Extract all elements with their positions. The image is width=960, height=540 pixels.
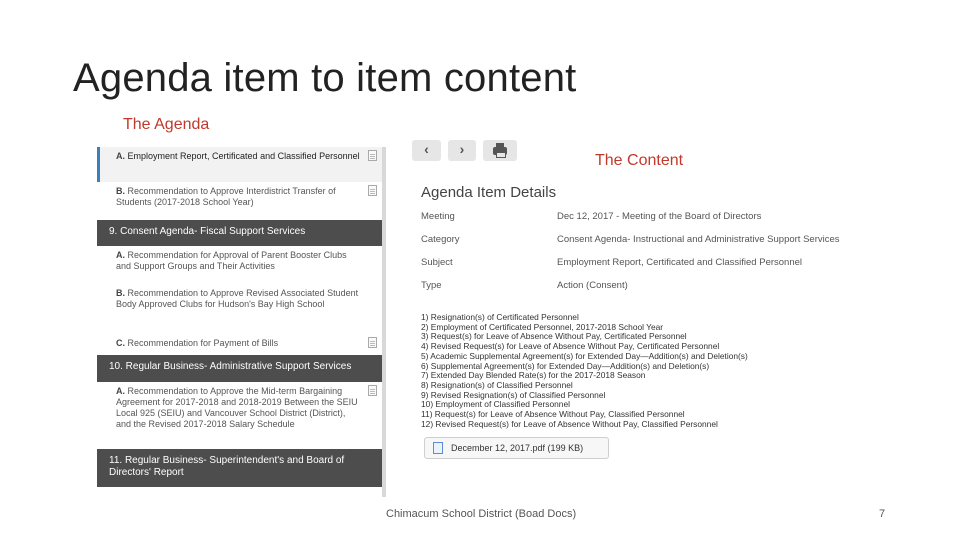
- detail-row-type: [421, 280, 628, 291]
- detail-row-meeting: [421, 211, 761, 222]
- detail-key: Subject: [421, 257, 453, 268]
- agenda-item[interactable]: [97, 147, 383, 182]
- agenda-section-heading[interactable]: 11. Regular Business- Superintendent's and Board of Directors' Report: [97, 449, 383, 487]
- agenda-list: [97, 147, 383, 487]
- chevron-left-icon: ‹: [424, 141, 429, 157]
- agenda-item-letter: B.: [116, 288, 125, 298]
- agenda-item[interactable]: [97, 334, 383, 355]
- agenda-item-text: Recommendation for Approval of Parent Booster Clubs and Support Groups and Their Activities: [116, 250, 347, 271]
- detail-key: Meeting: [421, 211, 455, 222]
- agenda-item-text: Recommendation to Approve the Mid-term Bargaining Agreement for 2017-2018 and 2018-2019 Between the SEIU Local 925 (SEIU) and Vancouver School District (District), and the Revised 2017-2018 Salary Schedule: [116, 386, 358, 429]
- detail-value: Action (Consent): [557, 280, 628, 291]
- agenda-item[interactable]: [97, 246, 383, 284]
- next-button[interactable]: [448, 140, 476, 161]
- agenda-item-letter: C.: [116, 338, 125, 348]
- document-icon[interactable]: [368, 150, 377, 161]
- slide-footer: Chimacum School District (Boad Docs): [386, 508, 577, 520]
- agenda-item-text: Recommendation to Approve Interdistrict Transfer of Students (2017-2018 School Year): [116, 186, 336, 207]
- printer-icon: [493, 147, 507, 155]
- list-item: 7) Extended Day Blended Rate(s) for the 2017-2018 Season: [421, 370, 646, 381]
- agenda-item-text: Recommendation to Approve Revised Associated Student Body Approved Clubs for Hudson's Bay High School: [116, 288, 359, 309]
- list-item: 9) Revised Resignation(s) of Classified Personnel: [421, 389, 606, 400]
- list-item: 11) Request(s) for Leave of Absence Without Pay, Classified Personnel: [421, 409, 685, 420]
- detail-value: Consent Agenda- Instructional and Administrative Support Services: [557, 234, 840, 245]
- list-item: 4) Revised Request(s) for Leave of Absence Without Pay, Certificated Personnel: [421, 341, 720, 352]
- detail-value: Employment Report, Certificated and Classified Personnel: [557, 257, 803, 268]
- list-item: 1) Resignation(s) of Certificated Personnel: [421, 312, 579, 322]
- detail-row-subject: [421, 257, 802, 268]
- content-list: [421, 313, 748, 429]
- agenda-item-letter: A.: [116, 250, 125, 260]
- document-icon[interactable]: [368, 385, 377, 396]
- details-title: Agenda Item Details: [421, 184, 557, 201]
- list-item: 8) Resignation(s) of Classified Personnel: [421, 379, 573, 390]
- page-number: 7: [879, 508, 886, 520]
- attachment-link[interactable]: [424, 437, 609, 459]
- list-item: 6) Supplemental Agreement(s) for Extended Day—Addition(s) and Deletion(s): [421, 360, 710, 371]
- agenda-section-heading[interactable]: 10. Regular Business- Administrative Support Services: [97, 355, 383, 382]
- detail-row-category: [421, 234, 840, 245]
- agenda-item[interactable]: [97, 182, 383, 220]
- pdf-file-icon: [433, 442, 443, 454]
- document-icon[interactable]: [368, 337, 377, 348]
- list-item: 5) Academic Supplemental Agreement(s) for Extended Day—Addition(s) and Deletion(s): [421, 350, 748, 361]
- chevron-right-icon: ›: [459, 141, 465, 157]
- agenda-item[interactable]: [97, 382, 383, 449]
- slide-title: Agenda item to item content: [73, 56, 577, 100]
- agenda-item-text: Employment Report, Certificated and Classified Personnel: [127, 151, 360, 161]
- agenda-item-letter: A.: [116, 386, 125, 396]
- agenda-panel: [97, 147, 386, 497]
- list-item: 10) Employment of Classified Personnel: [421, 399, 570, 410]
- detail-key: Type: [421, 280, 442, 291]
- list-item: 12) Revised Request(s) for Leave of Absence Without Pay, Classified Personnel: [421, 418, 718, 429]
- print-button[interactable]: [483, 140, 517, 161]
- agenda-item-letter: B.: [116, 186, 125, 196]
- agenda-label: The Agenda: [123, 116, 210, 133]
- attachment-label: December 12, 2017.pdf (199 KB): [451, 443, 584, 453]
- list-item: 2) Employment of Certificated Personnel, 2017-2018 School Year: [421, 321, 664, 332]
- agenda-item-letter: A.: [116, 151, 125, 161]
- content-label: The Content: [595, 152, 684, 169]
- previous-button[interactable]: [412, 140, 441, 161]
- detail-value: Dec 12, 2017 - Meeting of the Board of Directors: [557, 211, 762, 222]
- agenda-scrollbar[interactable]: [382, 147, 386, 497]
- detail-key: Category: [421, 234, 460, 245]
- list-item: 3) Request(s) for Leave of Absence Without Pay, Certificated Personnel: [421, 331, 687, 342]
- agenda-item[interactable]: [97, 284, 383, 334]
- agenda-item-text: Recommendation for Payment of Bills: [127, 338, 279, 348]
- document-icon[interactable]: [368, 185, 377, 196]
- agenda-section-heading[interactable]: 9. Consent Agenda- Fiscal Support Services: [97, 220, 383, 246]
